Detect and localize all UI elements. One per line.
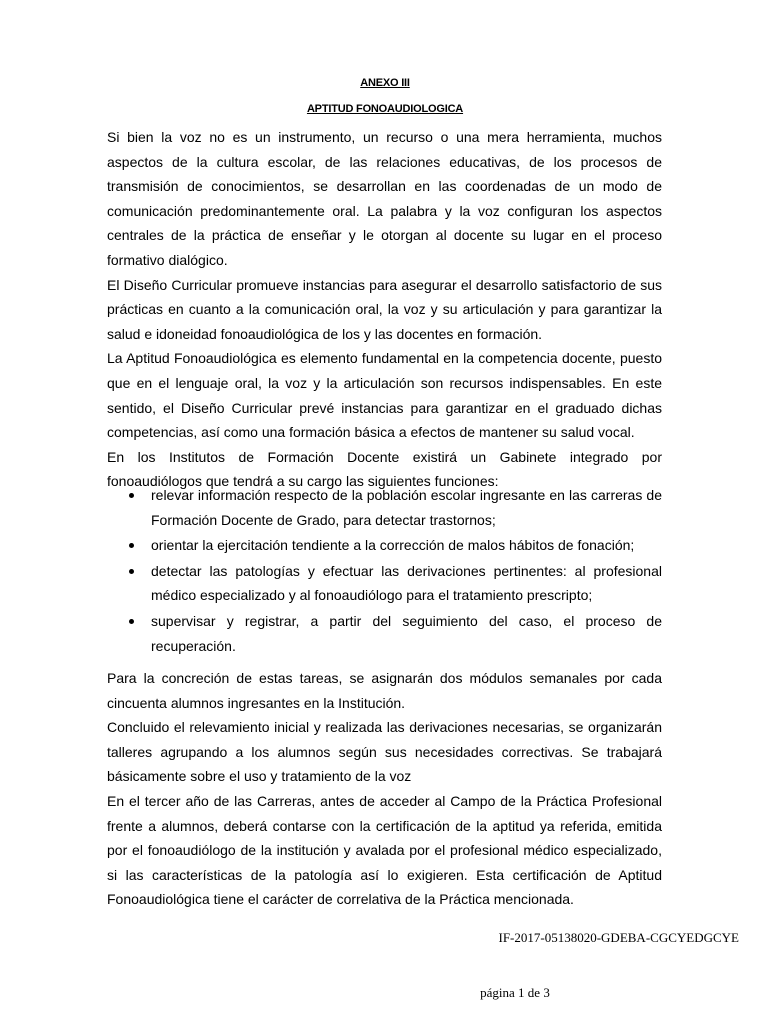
list-item <box>107 609 662 658</box>
functions-list <box>107 483 662 659</box>
list-item <box>107 559 662 608</box>
document-subtitle: APTITUD FONOAUDIOLOGICA <box>306 103 464 115</box>
paragraph: Concluido el relevamiento inicial y realizada las derivaciones necesarias, se organizarán talleres agrupando a los alumnos según sus necesidades correctivas. Se trabajará básicamente sobre el uso y tratamiento de la voz <box>107 719 662 785</box>
list-item-text: detectar las patologías y efectuar las derivaciones pertinentes: al profesional médico especializado y al fonoaudiólogo para el tratamiento prescripto; <box>151 562 662 604</box>
list-item <box>107 533 662 558</box>
bullet-icon <box>129 619 134 624</box>
paragraph: En el tercer año de las Carreras, antes de acceder al Campo de la Práctica Profesional frente a alumnos, deberá contarse con la certificación de la aptitud ya referida, emitida por el fonoaudiólogo de la institución y avalada por el profesional médico especializado, si las características de la patología así lo exigieren. Esta certificación de Aptitud Fonoaudiológica tiene el carácter de correlativa de la Práctica mencionada. <box>107 792 662 908</box>
paragraph: En los Institutos de Formación Docente existirá un Gabinete integrado por fonoaudiólogos que tendrá a su cargo las siguientes funciones: <box>107 448 662 490</box>
closing-text-block <box>107 666 662 912</box>
paragraph: El Diseño Curricular promueve instancias para asegurar el desarrollo satisfactorio de sus prácticas en cuanto a la comunicación oral, la voz y su articulación y para garantizar la salud e idoneidad fonoaudiológica de los y las docentes en formación. <box>107 276 662 342</box>
page-number: página 1 de 3 <box>480 985 550 1000</box>
bullet-icon <box>129 543 134 548</box>
bullet-icon <box>129 569 134 574</box>
list-item <box>107 483 662 532</box>
paragraph: Si bien la voz no es un instrumento, un recurso o una mera herramienta, muchos aspectos de la cultura escolar, de las relaciones educativas, de los procesos de transmisión de conocimientos, se desarrollan en las coordenadas de un modo de comunicación predominantemente oral. La palabra y la voz configuran los aspectos centrales de la práctica de enseñar y le otorgan al docente su lugar en el proceso formativo dialógico. <box>107 129 662 268</box>
annex-title: ANEXO III <box>360 77 410 89</box>
paragraph: La Aptitud Fonoaudiológica es elemento fundamental en la competencia docente, puesto que en el lenguaje oral, la voz y la articulación son recursos indispensables. En este sentido, el Diseño Curricular prevé instancias para garantizar en el graduado dichas competencias, así como una formación básica a efectos de mantener su salud vocal. <box>107 350 662 441</box>
list-item-text: supervisar y registrar, a partir del seguimiento del caso, el proceso de recuperación. <box>151 612 662 654</box>
paragraph: Para la concreción de estas tareas, se asignarán dos módulos semanales por cada cincuenta alumnos ingresantes en la Institución. <box>107 670 662 711</box>
list-item-text: orientar la ejercitación tendiente a la corrección de malos hábitos de fonación; <box>151 537 635 554</box>
document-id: IF-2017-05138020-GDEBA-CGCYEDGCYE <box>498 930 739 945</box>
list-item-text: relevar información respecto de la población escolar ingresante en las carreras de Formación Docente de Grado, para detectar trastornos; <box>151 487 662 528</box>
bullet-icon <box>129 493 134 498</box>
intro-text-block <box>107 125 662 494</box>
